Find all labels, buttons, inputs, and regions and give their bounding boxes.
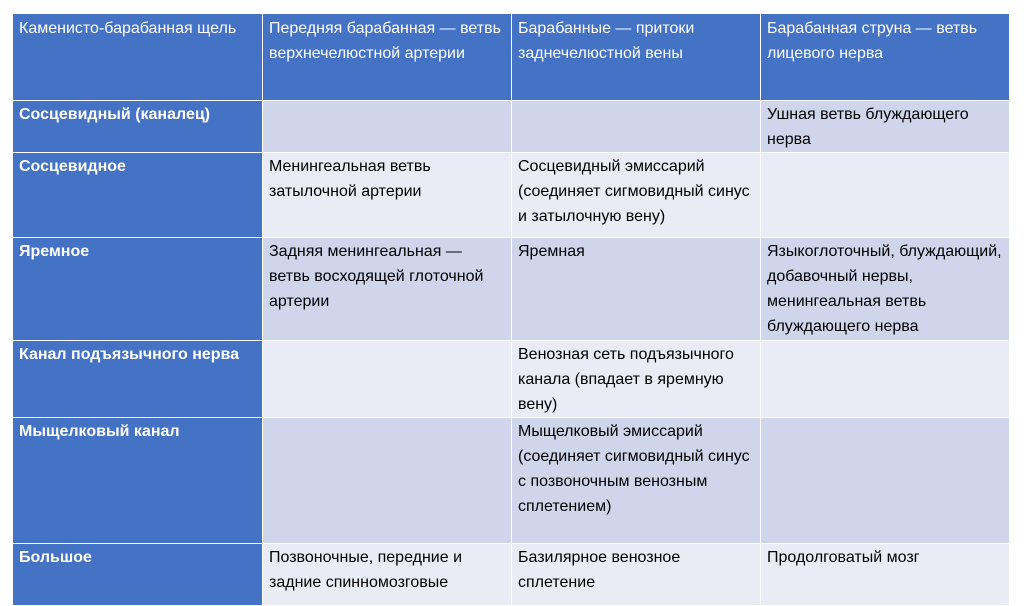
table-cell: Позвоночные, передние и задние спинномозговые <box>263 544 512 606</box>
table-row <box>13 238 1010 341</box>
header-cell-veins: Барабанные — притоки заднечелюстной вены <box>512 14 761 101</box>
table-body <box>13 101 1010 606</box>
table-row <box>13 418 1010 544</box>
table-cell <box>761 418 1010 544</box>
table-cell <box>263 101 512 153</box>
table-row <box>13 101 1010 153</box>
table-cell: Мыщелковый эмиссарий (соединяет сигмовидный синус с позвоночным венозным сплетением) <box>512 418 761 544</box>
table-cell: Венозная сеть подъязычного канала (впадает в яремную вену) <box>512 341 761 418</box>
table-cell: Продолговатый мозг <box>761 544 1010 606</box>
row-header-cell: Мыщелковый канал <box>13 418 263 544</box>
anatomy-table-container <box>12 13 1009 606</box>
table-cell <box>761 341 1010 418</box>
table-cell <box>263 418 512 544</box>
row-header-cell: Сосцевидное <box>13 153 263 238</box>
header-cell-opening: Каменисто-барабанная щель <box>13 14 263 101</box>
row-header-cell: Сосцевидный (каналец) <box>13 101 263 153</box>
table-row <box>13 341 1010 418</box>
table-cell: Яремная <box>512 238 761 341</box>
table-row <box>13 153 1010 238</box>
table-cell <box>263 341 512 418</box>
table-cell <box>512 101 761 153</box>
header-row <box>13 14 1010 101</box>
table-cell: Менингеальная ветвь затылочной артерии <box>263 153 512 238</box>
table-header <box>13 14 1010 101</box>
table-cell: Ушная ветвь блуждающего нерва <box>761 101 1010 153</box>
table-cell: Базилярное венозное сплетение <box>512 544 761 606</box>
header-cell-nerves: Барабанная струна — ветвь лицевого нерва <box>761 14 1010 101</box>
row-header-cell: Большое <box>13 544 263 606</box>
table-cell: Сосцевидный эмиссарий (соединяет сигмовидный синус и затылочную вену) <box>512 153 761 238</box>
header-cell-arteries: Передняя барабанная — ветвь верхнечелюстной артерии <box>263 14 512 101</box>
table-cell: Задняя менингеальная — ветвь восходящей глоточной артерии <box>263 238 512 341</box>
row-header-cell: Канал подъязычного нерва <box>13 341 263 418</box>
anatomy-table <box>12 13 1010 606</box>
row-header-cell: Яремное <box>13 238 263 341</box>
table-cell: Языкоглоточный, блуждающий, добавочный нервы, менингеальная ветвь блуждающего нерва <box>761 238 1010 341</box>
table-row <box>13 544 1010 606</box>
table-cell <box>761 153 1010 238</box>
